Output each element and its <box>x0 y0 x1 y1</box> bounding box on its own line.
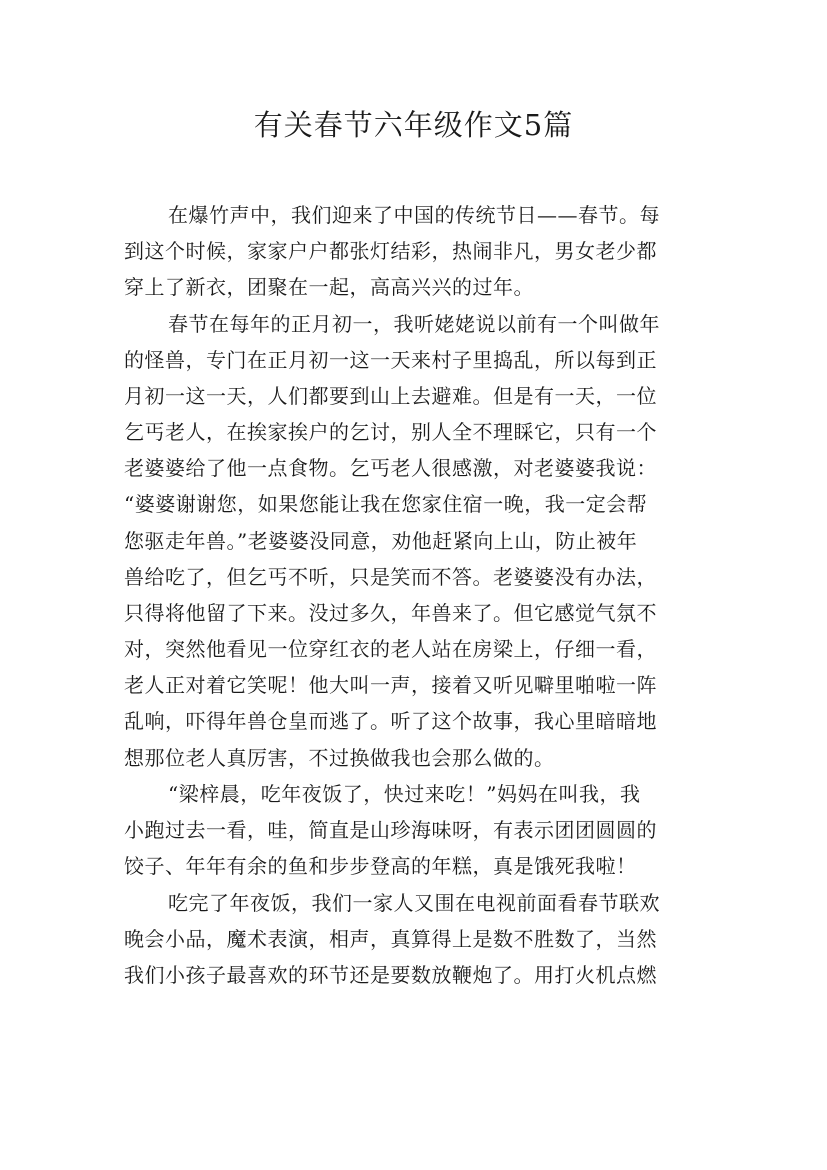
text-line: 小跑过去一看，哇，简直是山珍海味呀，有表示团团圆圆的 <box>124 818 657 842</box>
text-line: 晚会小品，魔术表演，相声，真算得上是数不胜数了，当然 <box>124 927 657 951</box>
text-line: 兽给吃了，但乞丐不听，只是笑而不答。老婆婆没有办法， <box>124 565 657 589</box>
text-line: 老婆婆给了他一点食物。乞丐老人很感激，对老婆婆我说： <box>124 456 657 480</box>
text-line: 对，突然他看见一位穿红衣的老人站在房梁上，仔细一看， <box>124 637 657 661</box>
text-line: 吃完了年夜饭，我们一家人又围在电视前面看春节联欢 <box>168 891 660 915</box>
text-line: 在爆竹声中，我们迎来了中国的传统节日——春节。每 <box>168 203 660 227</box>
text-line: 乞丐老人，在挨家挨户的乞讨，别人全不理睬它，只有一个 <box>124 420 657 444</box>
text-line: 乱响，吓得年兽仓皇而逃了。听了这个故事，我心里暗暗地 <box>124 709 657 733</box>
text-line: 想那位老人真厉害，不过换做我也会那么做的。 <box>124 746 555 770</box>
text-line: 老人正对着它笑呢！他大叫一声，接着又听见噼里啪啦一阵 <box>124 673 657 697</box>
text-line: 穿上了新衣，团聚在一起，高高兴兴的过年。 <box>124 275 534 299</box>
text-line: 月初一这一天，人们都要到山上去避难。但是有一天，一位 <box>124 384 657 408</box>
text-line: 的怪兽，专门在正月初一这一天来村子里捣乱，所以每到正 <box>124 348 657 372</box>
text-line: 只得将他留了下来。没过多久，年兽来了。但它感觉气氛不 <box>124 601 657 625</box>
text-line: 春节在每年的正月初一，我听姥姥说以前有一个叫做年 <box>168 312 660 336</box>
text-line: “梁梓晨，吃年夜饭了，快过来吃！”妈妈在叫我，我 <box>168 782 641 806</box>
text-line: 我们小孩子最喜欢的环节还是要数放鞭炮了。用打火机点燃 <box>124 963 657 987</box>
text-line: “婆婆谢谢您，如果您能让我在您家住宿一晚，我一定会帮 <box>124 492 648 516</box>
text-line: 到这个时候，家家户户都张灯结彩，热闹非凡，男女老少都 <box>124 239 657 263</box>
text-line: 饺子、年年有余的鱼和步步登高的年糕，真是饿死我啦！ <box>124 854 637 878</box>
text-line: 您驱走年兽。”老婆婆没同意，劝他赶紧向上山，防止被年 <box>124 529 638 553</box>
document-title: 有关春节六年级作文5篇 <box>253 108 574 142</box>
